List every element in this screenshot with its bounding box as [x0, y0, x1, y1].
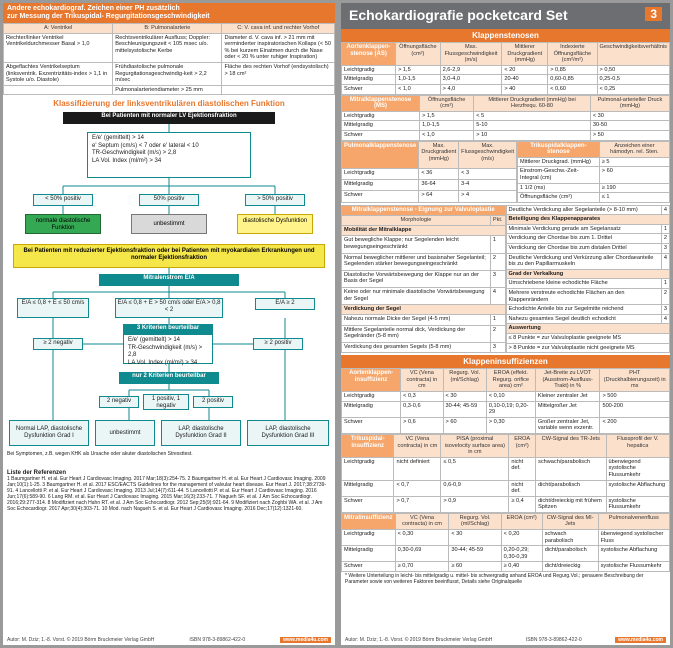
- aorten-table: Aortenklappen-stenose (AS) Öffnungsfläche (cm²) Max. Flussgeschwindigkeit (m/s) Mittlerer Druckgradient (mmHg) Indexierte Öffnungsfläche (cm²/m²) Geschwindigkeitsverhältnis Leichtgradig > 1,5 2,6-2,9 < 20 > 0,85 > 0,50 Mittelgradig 1,0-1,5 3,0-4,0 20-40 0,60-0,85 0,25-0,5 Schwer < 1,0 > 4,0 > 40 < 0,60 < 0,25: [341, 42, 670, 95]
- trik-table: Trikuspidalklappen-stenose Anzeichen einer hämodyn. rel. Sten. Mittlerer Druckgrad. (mmHg) ≥ 5 Einstrom-Geschw.-Zeit-Integral (cm) > 60 1 1/2 (ms) ≥ 190 Öffnungsfläche (cm²) ≤ 1: [517, 141, 670, 203]
- pulm-table: Pulmonalklappenstenose Max. Druckgradient (mmHg) Max. Flussgeschwindigkeit (m/s) Leichtgradig < 36 < 3 Mittelgradig 36-64 3-4 Schwer > 64 > 4: [341, 141, 517, 203]
- table-row: Nahezu normale Dicke der Segel (4-5 mm) 1: [342, 315, 506, 325]
- table-row: Schwer > 64 > 4: [342, 191, 517, 202]
- normal-ef-box: Bei Patienten mit normaler LV Ejektionsfraktion: [63, 112, 275, 124]
- table-row: Schwer > 0,7 > 0,9 ≥ 0,4 dicht/dreieckig mit frühem Spitzen systolische Flussumkehr: [342, 496, 670, 512]
- table-row: Schwer > 0,6 > 60 > 0,30 Großer zentraler Jet, variable wenn exzentr. < 200: [342, 417, 670, 433]
- valvuloplastie: [341, 205, 670, 354]
- table-row: Deutliche Verdickung aller Segelanteile (> 8-10 mm) 4: [506, 205, 670, 215]
- pct-mid: 50% positiv: [139, 194, 199, 206]
- table-row: Schwer < 1,0 > 10 > 50: [342, 130, 670, 140]
- table-row: Keine oder nur minimale diastolische Vorwärtsbewegung der Segel 4: [342, 288, 506, 305]
- valvuloplastie-left: Mitralklappenstenose - Eignung zur Valvuloplastie Morphologie Pkt. Mobilität der Mitralklappe Gut bewegliche Klappe; nur Segelenden leicht bewegungseingeschränkt 1 Normal beweglicher mittlerer und basisnaher Segelanteil; Segelenden stärker bewegungseingeschränkt 2 Diastolische Vorwärtsbewegung der Klappe nur an der Basis der Segel 3 Keine oder nur minimale diastolische Vorwärtsbewegung der Segel 4 Verdickung der Segel Nahezu normale Dicke der Segel (4-5 mm) 1 Mittlere Segelanteile normal dick, Verdickung der Segelränder (5-8 mm) 2 Verdickung des gesamten Segels (5-8 mm) 3: [341, 205, 506, 354]
- table-row: Leichtgradig < 0,30 < 30 < 0,20 schwach parabolisch überwiegend systolischer Fluss: [342, 530, 670, 546]
- table-row: Abgeflachtes Ventrikelseptum (linksventrik. Exzentrizitäts-index > 1,1 in Systole u/o. Diastole) Frühdiastolische pulmonale Regurgitationsgeschwindig-keit > 2,2 m/sec Fläche des rechten Vorhof (endsystolisch) > 18 cm²: [4, 62, 335, 85]
- table-row: Mittelgradig 0,3-0,6 30-44; 45-59 0,10-0,19; 0,20-29 Mittelgroßer Jet 500-200: [342, 401, 670, 417]
- table-row: Einstrom-Geschw.-Zeit-Integral (cm) > 60: [518, 167, 670, 183]
- table-row: Leichtgradig > 1,5 2,6-2,9 < 20 > 0,85 > 0,50: [342, 65, 670, 75]
- table-row: Echodichte Anteile bis zur Segelmitte reichend 3: [506, 305, 670, 315]
- left-footer: Autor: M. Dziz; 1.-8. Vorst. © 2019 Börm Bruckmeier Verlag GmbH ISBN 978-3-89862-422-0 www.media4u.com: [7, 637, 331, 643]
- table-row: > 8 Punkte = zur Valvuloplastie nicht geeignete MS: [506, 343, 670, 353]
- two-neg: 2 negativ: [99, 396, 139, 408]
- stenosen-title: Klappenstenosen: [341, 29, 670, 42]
- table-row: Öffnungsfläche (cm²) ≤ 1: [518, 193, 670, 203]
- page-number: 3: [645, 7, 662, 21]
- table-row: Mittelgradig 1,0-1,5 3,0-4,0 20-40 0,60-0,85 0,25-0,5: [342, 75, 670, 85]
- ea-mid: E/A ≤ 0,8 + E > 50 cm/s oder E/A > 0,8 < 2: [115, 298, 223, 318]
- card-title: Echokardiografie pocketcard Set 3: [341, 3, 670, 29]
- table-row: Leichtgradig < 36 < 3: [342, 168, 517, 179]
- table-row: Nahezu gesamtes Segel deutlich echodicht 4: [506, 314, 670, 324]
- ti-table: Trikuspidal-insuffizienz VC (Vena contracta) in cm PISA (proximal isovelocity surface area) in cm EROA (cm²) CW-Signal des TR-Jets Flussprofil der V. hepatica Leichtgradig nicht definiert ≤ 0,5 nicht def. schwach/parabolisch überwiegend systolische Flussumkehr Mittelgradig < 0,7 0,6-0,9 nicht def. dicht/parabolisch systolische Abflachung Schwer > 0,7 > 0,9 ≥ 0,4 dicht/dreieckig mit frühem Spitzen systolische Flussumkehr: [341, 434, 670, 513]
- res-grad3: LAP, diastolische Dysfunktion Grad III: [247, 420, 329, 446]
- table-row: Minimale Verdickung gerade am Segelansatz 1: [506, 224, 670, 234]
- crit2-title: nur 2 Kriterien beurteilbar: [119, 372, 219, 384]
- table-row: Leichtgradig > 1,5 < 5 < 30: [342, 111, 670, 121]
- table-row: Umschriebene kleine echodichte Fläche 1: [506, 279, 670, 289]
- right-footer: Autor: M. Dziz; 1.-8. Vorst. © 2019 Börm Bruckmeier Verlag GmbH ISBN 978-3-89862-422-0 www.media4u.com: [345, 637, 666, 643]
- insuff-footnote: * Weitere Unterteilung in leicht- bis mittelgradig u. mittel- bis schwergradig anhand EROA und Regurg.Vol.; genauere Beschreibung der Parameter sowie von weiteren Faktoren beeinflusst, Details siehe Originalquelle: [345, 573, 644, 586]
- flow-footnote: Bei Symptomen, z.B. wegen KHK als Ursache oder akuter diastolischen Stressttest.: [7, 451, 193, 458]
- table-row: Diastolische Vorwärtsbewegung der Klappe nur an der Basis der Segel 3: [342, 270, 506, 287]
- flowchart: [3, 110, 335, 470]
- table-row: Pulmonalarteriendiameter > 25 mm: [4, 85, 335, 95]
- table-row: Deutliche Verdickung und Verkürzung aller Chordaeanteile bis zu den Papillarmuskeln 4: [506, 253, 670, 269]
- mi-table: Mitralinsuffizienz VC (Vena contracta) in cm Regurg. Vol. (ml/Schlag) EROA (cm²) CW-Signal des MI-Jets Pulmonalvenenfluss Leichtgradig < 0,30 < 30 < 0,20 schwach parabolisch überwiegend systolischer Fluss Mittelgradig 0,30-0,69 30-44; 45-59 0,20-0,29; 0,30-0,39 dicht/parabolisch systolische Abflachung Schwer ≥ 0,70 ≥ 60 ≥ 0,40 dicht/dreieckig systolische Flussumkehr: [341, 513, 670, 572]
- ai-table: Aortenklappen-insuffizienz VC (Vena contracta) in cm Regurg. Vol. (ml/Schlag) EROA (effekt. Regurg. orifice area) cm² Jet-Breite zu LVOT (Ausstrom-Ausfluss-Trakt) in % PHT (Druckhalbierungszeit) in ms Leichtgradig < 0,3 < 30 < 0,10 Kleiner zentraler Jet > 500 Mittelgradig 0,3-0,6 30-44; 45-59 0,10-0,19; 0,20-29 Mittelgroßer Jet 500-200 Schwer > 0,6 > 60 > 0,30 Großer zentraler Jet, variable wenn exzentr. < 200: [341, 368, 670, 434]
- table-row: Rechter/linker Ventrikel Ventrikeldurchmesser Basal > 1,0 Rechtsventrikulärer Ausfluss; Doppler: Beschleunigungszeit < 105 msec u/o. mittelsystolische Kerbe Diameter d. V. cava inf. > 21 mm mit verminderter inspiratorischen Kollaps (< 50 % bei kurzem Einatmen durch die Nase oder < 20 % unter ruhiger Inspiration): [4, 33, 335, 62]
- ph-table: A: Ventrikel B: Pulmonalarterie C: V. cava inf. und rechter Vorhof Rechter/linker Ventrikel Ventrikeldurchmesser Basal > 1,0 Rechtsventrikulärer Ausfluss; Doppler: Beschleunigungszeit < 105 msec u/o. mittelsystolische Kerbe Diameter d. V. cava inf. > 21 mm mit verminderter inspiratorischen Kollaps (< 50 % bei kurzem Einatmen durch die Nase oder < 20 % unter ruhiger Inspiration) Abgeflachtes Ventrikelseptum (linksventrik. Exzentrizitäts-index > 1,1 in Systole u/o. Diastole) Frühdiastolische pulmonale Regurgitationsgeschwindig-keit > 2,2 m/sec Fläche des rechten Vorhof (endsystolisch) > 18 cm² Pulmonalarteriendiameter > 25 mm: [3, 23, 335, 95]
- criteria-list-1: E/e' (gemittelt) > 14 e' Septum (cm/s) < 7 oder e' lateral < 10 TR-Geschwindigkeit (m/s) > 2,8 LA Vol. Index (ml/m²) > 34: [87, 132, 251, 178]
- reduced-ef-box: Bei Patienten mit reduzierter Ejektionsfraktion oder bei Patienten mit myokardialen Erkrankungen und normaler Ejektionsfraktion: [13, 244, 325, 268]
- table-row: Schwer < 1,0 > 4,0 > 40 < 0,60 < 0,25: [342, 84, 670, 94]
- res-grad2: LAP, diastolische Dysfunktion Grad II: [161, 420, 241, 446]
- table-row: ≤ 8 Punkte = zur Valvuloplastie geeignete MS: [506, 334, 670, 344]
- pct-low: < 50% positiv: [33, 194, 93, 206]
- insuff-title: Klappeninsuffizienzen: [341, 355, 670, 368]
- table-row: Gut bewegliche Klappe; nur Segelenden leicht bewegungseingeschränkt 1: [342, 236, 506, 253]
- two-pos: 2 positiv: [193, 396, 233, 408]
- crit3-list: E/e' (gemittelt) > 14 TR-Geschwindigkeit (m/s) > 2,8 LA Vol. Index (ml/m²) > 34: [123, 334, 213, 364]
- table-row: Mittelgradig 1,0-1,5 5-10 30-50: [342, 121, 670, 131]
- ea-low: E/A ≤ 0,8 + E ≤ 50 cm/s: [17, 298, 89, 318]
- mitral-box: Mitralenstrom E/A: [99, 274, 239, 286]
- table-row: Verdickung der Chordae bis zum 1. Drittel 2: [506, 234, 670, 244]
- result-unbestimmt: unbestimmt: [131, 214, 207, 234]
- table-row: Schwer ≥ 0,70 ≥ 60 ≥ 0,40 dicht/dreieckig systolische Flussumkehr: [342, 562, 670, 572]
- left-card: [3, 3, 335, 645]
- table-row: Mittelgradig 0,30-0,69 30-44; 45-59 0,20-0,29; 0,30-0,39 dicht/parabolisch systolische Abflachung: [342, 546, 670, 562]
- table-row: Mittlere Segelanteile normal dick, Verdickung der Segelränder (5-8 mm) 2: [342, 325, 506, 342]
- mitral-stenose-table: Mitralklappenstenose (MS) Öffnungsfläche (cm²) Mittlerer Druckgradient (mmHg) bei Herzfrequ. 60-80 Pulmonal-arterieller Druck (mmHg) Leichtgradig > 1,5 < 5 < 30 Mittelgradig 1,0-1,5 5-10 30-50 Schwer < 1,0 > 10 > 50: [341, 95, 670, 141]
- ea-high: E/A ≥ 2: [255, 298, 315, 310]
- table-row: Verdickung der Chordae bis zum distalen Drittel 3: [506, 244, 670, 254]
- result-dysfunktion: diastolische Dysfunktion: [237, 214, 313, 234]
- table-row: Leichtgradig nicht definiert ≤ 0,5 nicht def. schwach/parabolisch überwiegend systolische Flussumkehr: [342, 457, 670, 480]
- crit3-title: 3 Kriterien beurteilbar: [123, 324, 213, 334]
- table-row: Mittelgradig 36-64 3-4: [342, 179, 517, 190]
- table-row: Mittlerer Druckgrad. (mmHg) ≥ 5: [518, 157, 670, 167]
- pulm-trik-row: [341, 141, 670, 203]
- table-row: Leichtgradig < 0,3 < 30 < 0,10 Kleiner zentraler Jet > 500: [342, 391, 670, 401]
- right-card: [341, 3, 670, 645]
- references: Liste der Referenzen 1 Baumgartner H. et al. Eur Heart J Cardiovasc Imaging. 2017 Mar;18(3):254-75. 2 Baumgartner H. et al. Eur Heart J Cardiovasc Imaging. 2009 Jan;10(1):1-25. 3 Baumgartner H. et al. 2017 ESC/EACTS Guidelines for the management of valvular heart disease. Eur Heart J. 2017;38:2739-91. 4 Lancellotti P. et al. Eur Heart J Cardiovasc Imaging. 2013 Jul;14(7):611-44. 5 Lancellotti P. et al. Eur Heart J Cardiovasc Imaging. 2016 Jun;17(6):589-90. 6 Lang RM. et al. Eur Heart J Cardiovasc Imaging. 2015 Mar;16(3):233-71. 7 Nagueh SF. et al. J Am Soc Echocardiogr. 2016;29:277-314. 8 Modifiziert nach Hahn RT. et al. J Am Soc Echocardiogr. 2012 Sep;25(9):921-64. 9 Modifiziert nach Zoghbi WA. et al. J Am Soc Echocardiogr. 2017 Apr;30(4):303-71. 10 Mod. nach Nagueh S. et al. Eur Heart J Cardiovasc Imaging. 2016 Dec;17(12):1321-60.: [7, 470, 327, 513]
- res-unbestimmt: unbestimmt: [95, 420, 155, 446]
- valvuloplastie-right: Deutliche Verdickung aller Segelanteile (> 8-10 mm) 4 Beteiligung des Klappenapparates Minimale Verdickung gerade am Segelansatz 1 Verdickung der Chordae bis zum 1. Drittel 2 Verdickung der Chordae bis zum distalen Drittel 3 Deutliche Verdickung und Verkürzung aller Chordaeanteile bis zu den Papillarmuskeln 4 Grad der Verkalkung Umschriebene kleine echodichte Fläche 1 Mehrere verstreute echodichte Flächen an den Klappenrändern 2 Echodichte Anteile bis zur Segelmitte reichend 3 Nahezu gesamtes Segel deutlich echodicht 4 Auswertung ≤ 8 Punkte = zur Valvuloplastie geeignete MS > 8 Punkte = zur Valvuloplastie nicht geeignete MS: [506, 205, 671, 354]
- pct-high: > 50% positiv: [245, 194, 305, 206]
- pos-2: ≥ 2 positiv: [253, 338, 303, 350]
- result-normal: normale diastolische Funktion: [25, 214, 101, 234]
- table-row: Mehrere verstreute echodichte Flächen an den Klappenrändern 2: [506, 289, 670, 305]
- diastolic-title: Klassifizierung der linksventrikulären diastolischen Funktion: [53, 99, 285, 109]
- table-row: Verdickung des gesamten Segels (5-8 mm) 3: [342, 342, 506, 352]
- table-row: Normal beweglicher mittlerer und basisnaher Segelanteil; Segelenden stärker bewegungseingeschränkt 2: [342, 253, 506, 270]
- table-row: 1 1/2 (ms) ≥ 190: [518, 183, 670, 193]
- res-grad1: Normal LAP, diastolische Dysfunktion Grad I: [9, 420, 89, 446]
- one-each: 1 positiv, 1 negativ: [143, 394, 189, 410]
- neg-2: ≥ 2 negativ: [33, 338, 83, 350]
- ph-header: Andere echokardiograf. Zeichen einer PH zusätzlich zur Messung der Trikuspidal- Regurgitationsgeschwindigkeit: [3, 3, 335, 23]
- table-row: Mittelgradig < 0,7 0,6-0,9 nicht def. dicht/parabolisch systolische Abflachung: [342, 480, 670, 496]
